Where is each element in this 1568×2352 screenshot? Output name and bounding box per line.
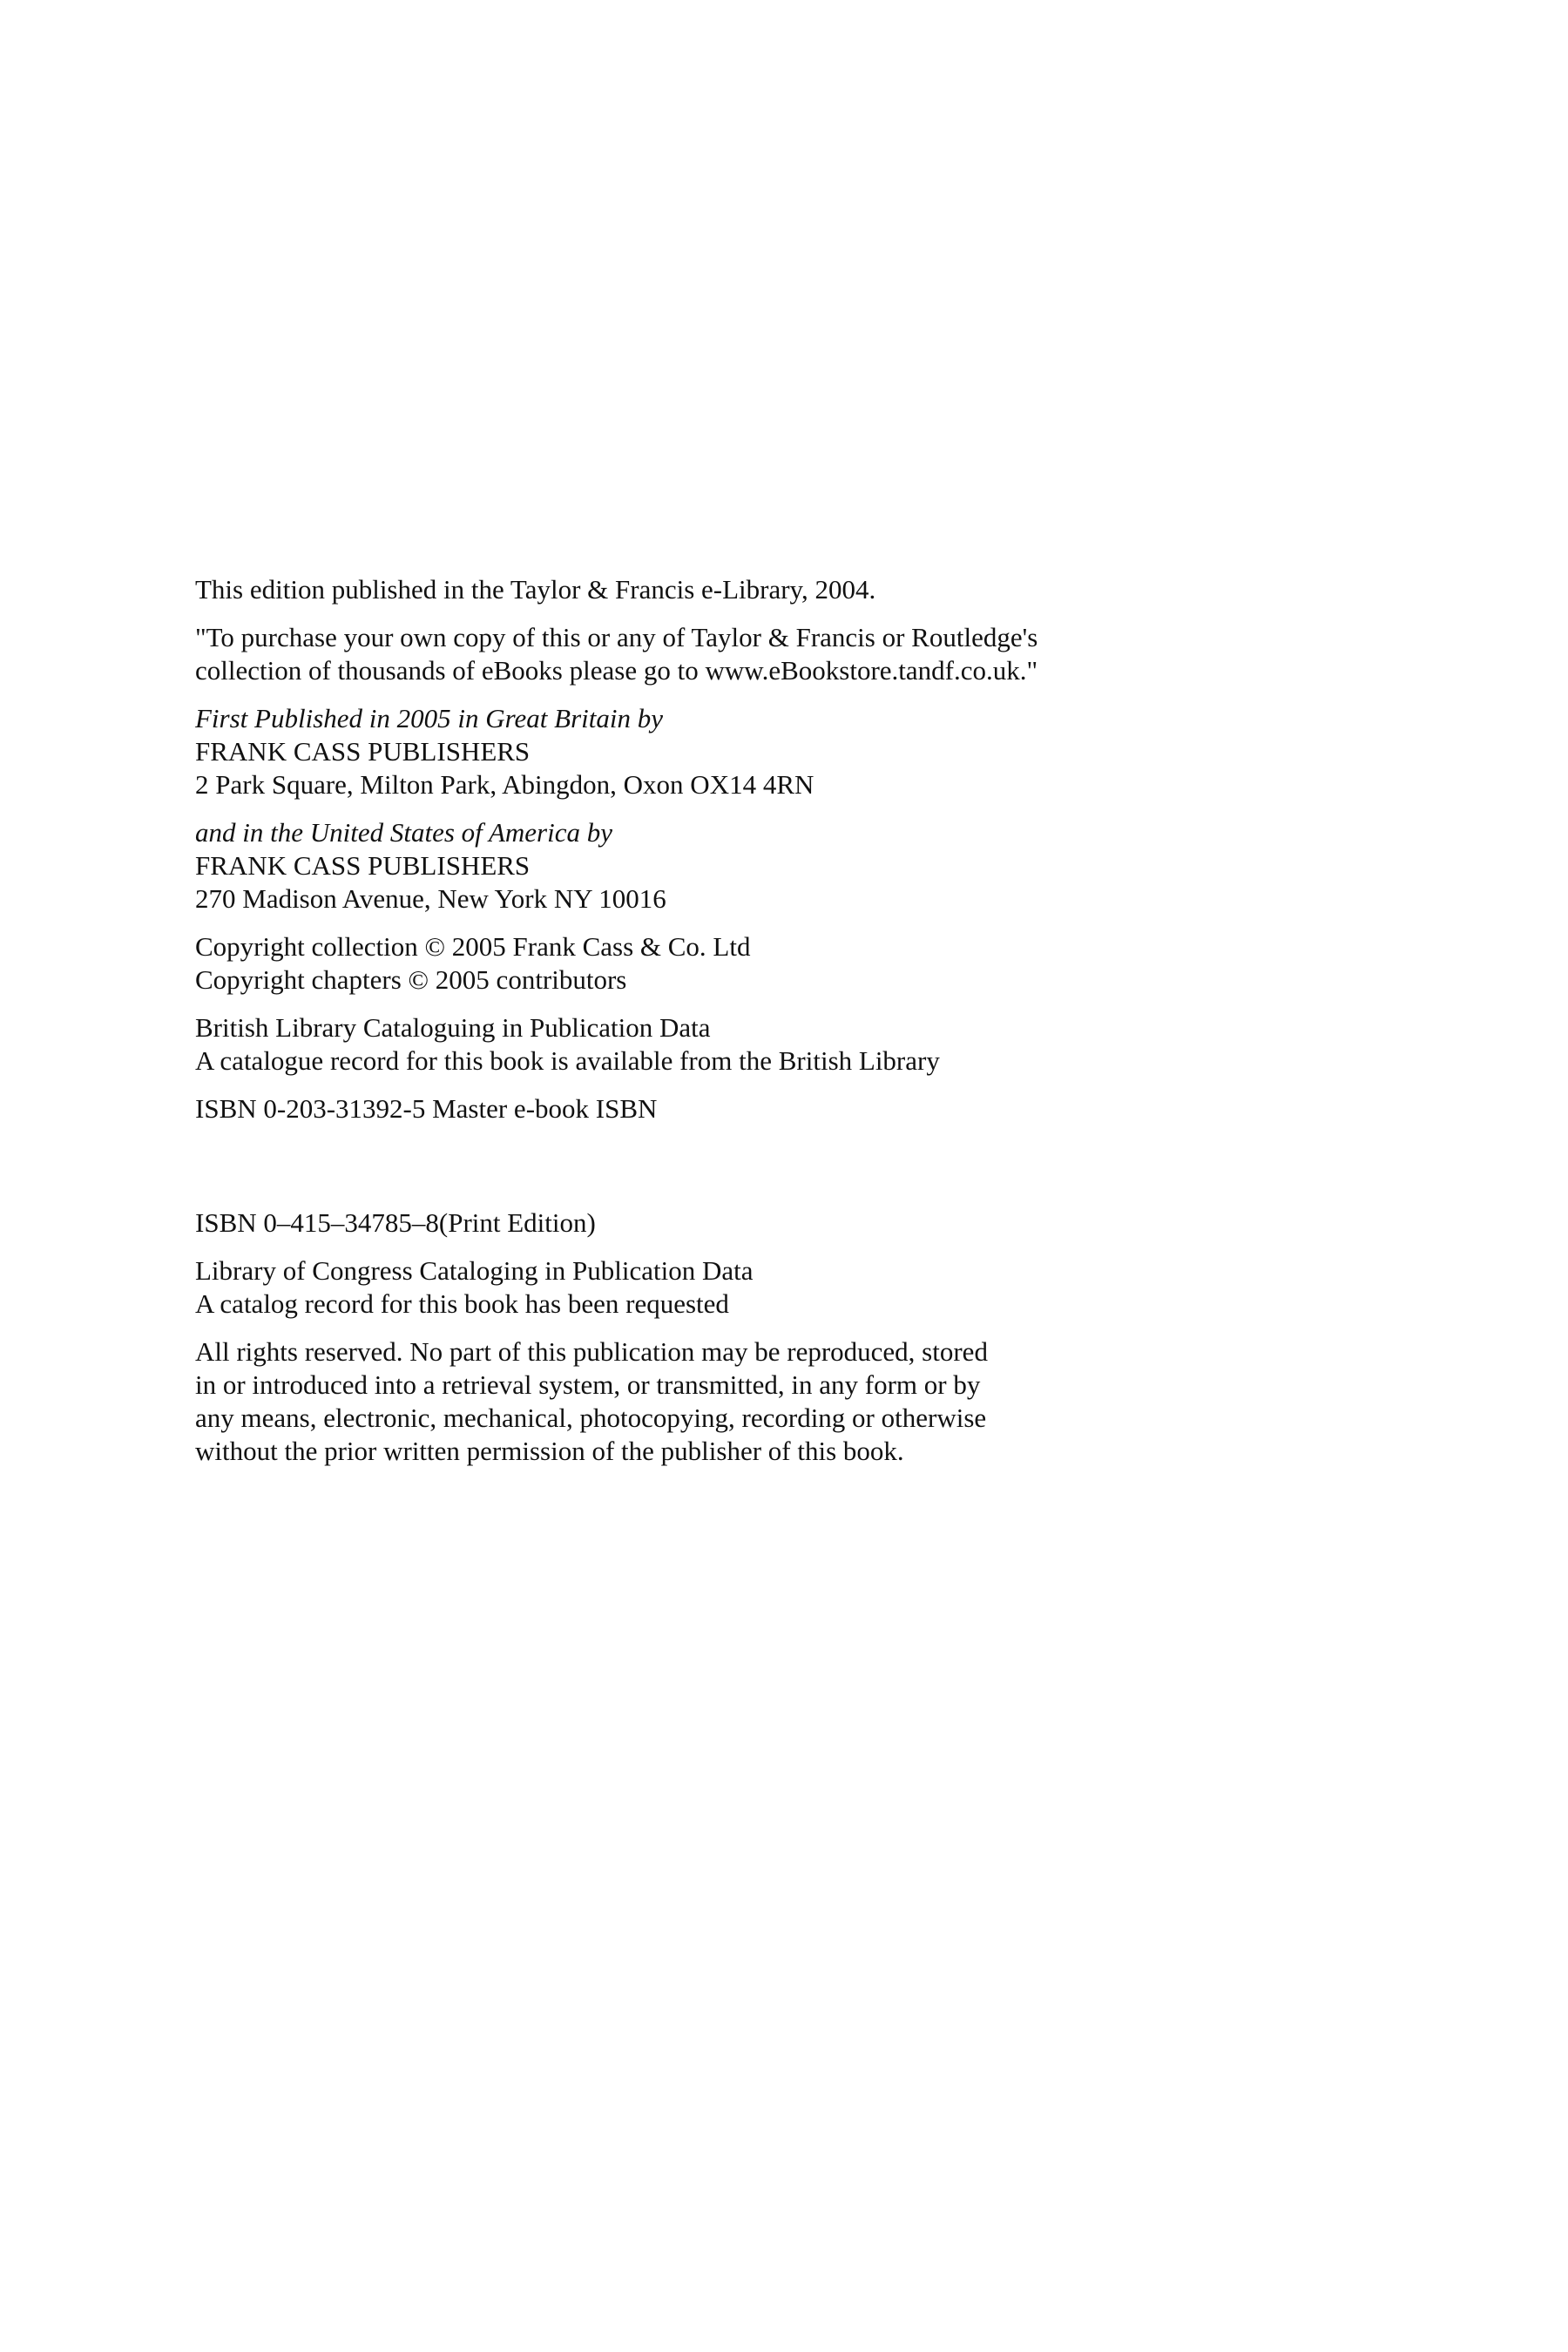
uk-publisher-name: FRANK CASS PUBLISHERS bbox=[195, 736, 531, 767]
us-publication-heading: and in the United States of America by bbox=[195, 817, 612, 848]
copyright-collection: Copyright collection © 2005 Frank Cass & Co. Ltd bbox=[195, 931, 751, 962]
british-library-heading: British Library Cataloguing in Publication Data bbox=[195, 1012, 711, 1043]
uk-publisher-address: 2 Park Square, Milton Park, Abingdon, Oxon OX14 4RN bbox=[195, 769, 814, 800]
british-library-record: A catalogue record for this book is available from the British Library bbox=[195, 1045, 940, 1076]
isbn-ebook bbox=[195, 1092, 1240, 1125]
us-publisher-name: FRANK CASS PUBLISHERS bbox=[195, 850, 531, 881]
edition-note bbox=[195, 573, 1240, 606]
isbn-print-text: ISBN 0–415–34785–8(Print Edition) bbox=[195, 1207, 596, 1238]
rights-line: All rights reserved. No part of this publication may be reproduced, stored bbox=[195, 1336, 988, 1367]
rights-statement bbox=[195, 1335, 1240, 1468]
edition-note-text: This edition published in the Taylor & Francis e-Library, 2004. bbox=[195, 574, 876, 605]
copyright-notice bbox=[195, 930, 1240, 997]
library-of-congress-heading: Library of Congress Cataloging in Publication Data bbox=[195, 1255, 754, 1286]
isbn-print bbox=[195, 1206, 1240, 1240]
rights-line: without the prior written permission of the publisher of this book. bbox=[195, 1436, 904, 1466]
purchase-note bbox=[195, 621, 1240, 687]
british-library-cip bbox=[195, 1011, 1240, 1078]
library-of-congress-cip bbox=[195, 1254, 1240, 1321]
isbn-ebook-text: ISBN 0-203-31392-5 Master e-book ISBN bbox=[195, 1093, 658, 1124]
rights-line: in or introduced into a retrieval system, or transmitted, in any form or by bbox=[195, 1369, 981, 1400]
purchase-note-line: "To purchase your own copy of this or any of Taylor & Francis or Routledge's bbox=[195, 622, 1038, 652]
purchase-note-line: collection of thousands of eBooks please go to www.eBookstore.tandf.co.uk." bbox=[195, 655, 1038, 686]
imprint-block bbox=[195, 573, 1240, 1483]
uk-publication bbox=[195, 702, 1240, 801]
copyright-chapters: Copyright chapters © 2005 contributors bbox=[195, 964, 627, 995]
library-of-congress-record: A catalog record for this book has been requested bbox=[195, 1288, 729, 1319]
rights-line: any means, electronic, mechanical, photocopying, recording or otherwise bbox=[195, 1402, 987, 1433]
uk-publication-heading: First Published in 2005 in Great Britain by bbox=[195, 703, 664, 733]
us-publisher-address: 270 Madison Avenue, New York NY 10016 bbox=[195, 883, 666, 914]
us-publication bbox=[195, 816, 1240, 916]
